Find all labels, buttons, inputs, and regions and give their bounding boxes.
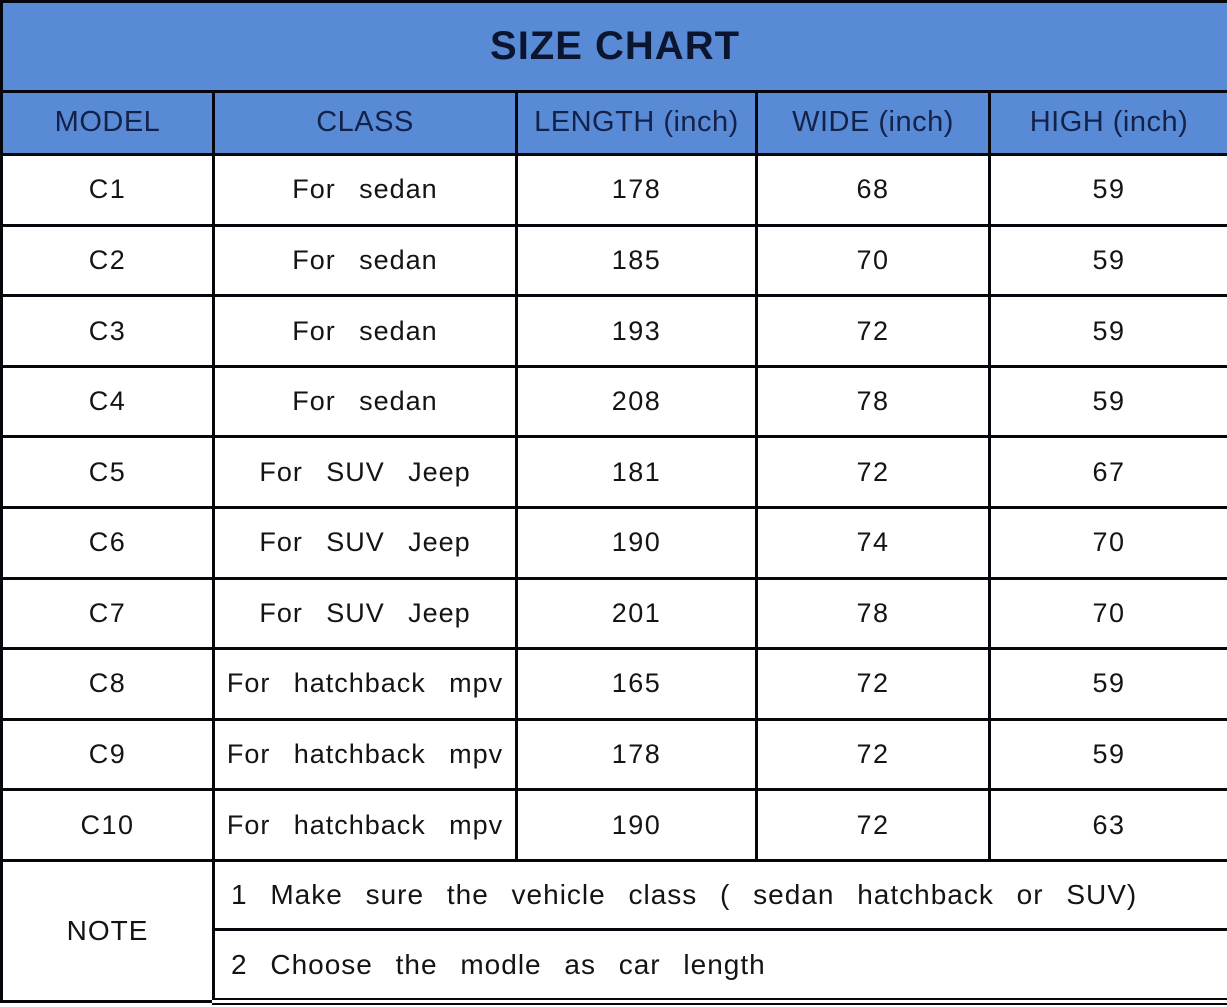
class-cell: For hatchback mpv [214,649,517,720]
wide-cell: 72 [757,790,990,861]
table-row [2,225,1227,296]
wide-cell: 72 [757,649,990,720]
model-cell: C4 [2,366,214,437]
class-cell: For hatchback mpv [214,790,517,861]
high-cell: 59 [990,296,1227,367]
length-cell: 193 [517,296,757,367]
high-cell: 70 [990,578,1227,649]
class-cell: For SUV Jeep [214,508,517,579]
col-header-class: CLASS [214,91,517,155]
table-row [2,790,1227,861]
high-cell: 59 [990,225,1227,296]
length-cell: 208 [517,366,757,437]
model-cell: C6 [2,508,214,579]
wide-cell: 72 [757,296,990,367]
model-cell: C3 [2,296,214,367]
model-cell: C5 [2,437,214,508]
wide-cell: 74 [757,508,990,579]
col-header-model: MODEL [2,91,214,155]
high-cell: 70 [990,508,1227,579]
chart-title: SIZE CHART [2,2,1227,92]
table-row [2,296,1227,367]
model-cell: C9 [2,719,214,790]
model-cell: C8 [2,649,214,720]
wide-cell: 78 [757,578,990,649]
high-cell: 67 [990,437,1227,508]
note-item-2: 2 Choose the modle as car length [214,930,1227,1002]
model-cell: C7 [2,578,214,649]
model-cell: C10 [2,790,214,861]
column-header-row [2,91,1227,155]
note-item-1: 1 Make sure the vehicle class ( sedan hatchback or SUV) [214,860,1227,930]
wide-cell: 72 [757,719,990,790]
wide-cell: 70 [757,225,990,296]
model-cell: C1 [2,155,214,226]
class-cell: For sedan [214,296,517,367]
high-cell: 59 [990,649,1227,720]
table-row [2,719,1227,790]
table-row [2,508,1227,579]
class-cell: For SUV Jeep [214,437,517,508]
wide-cell: 72 [757,437,990,508]
class-cell: For sedan [214,366,517,437]
note-row [2,860,1227,930]
class-cell: For SUV Jeep [214,578,517,649]
col-header-high: HIGH (inch) [990,91,1227,155]
high-cell: 59 [990,155,1227,226]
high-cell: 59 [990,366,1227,437]
length-cell: 178 [517,719,757,790]
note-label: NOTE [2,860,214,1001]
length-cell: 190 [517,790,757,861]
high-cell: 63 [990,790,1227,861]
length-cell: 165 [517,649,757,720]
col-header-length: LENGTH (inch) [517,91,757,155]
table-row [2,649,1227,720]
length-cell: 201 [517,578,757,649]
length-cell: 185 [517,225,757,296]
length-cell: 178 [517,155,757,226]
class-cell: For hatchback mpv [214,719,517,790]
high-cell: 59 [990,719,1227,790]
class-cell: For sedan [214,155,517,226]
title-row [2,2,1227,92]
col-header-wide: WIDE (inch) [757,91,990,155]
table-row [2,437,1227,508]
wide-cell: 78 [757,366,990,437]
table-row [2,155,1227,226]
table-row [2,366,1227,437]
length-cell: 181 [517,437,757,508]
model-cell: C2 [2,225,214,296]
table-row [2,578,1227,649]
length-cell: 190 [517,508,757,579]
class-cell: For sedan [214,225,517,296]
wide-cell: 68 [757,155,990,226]
